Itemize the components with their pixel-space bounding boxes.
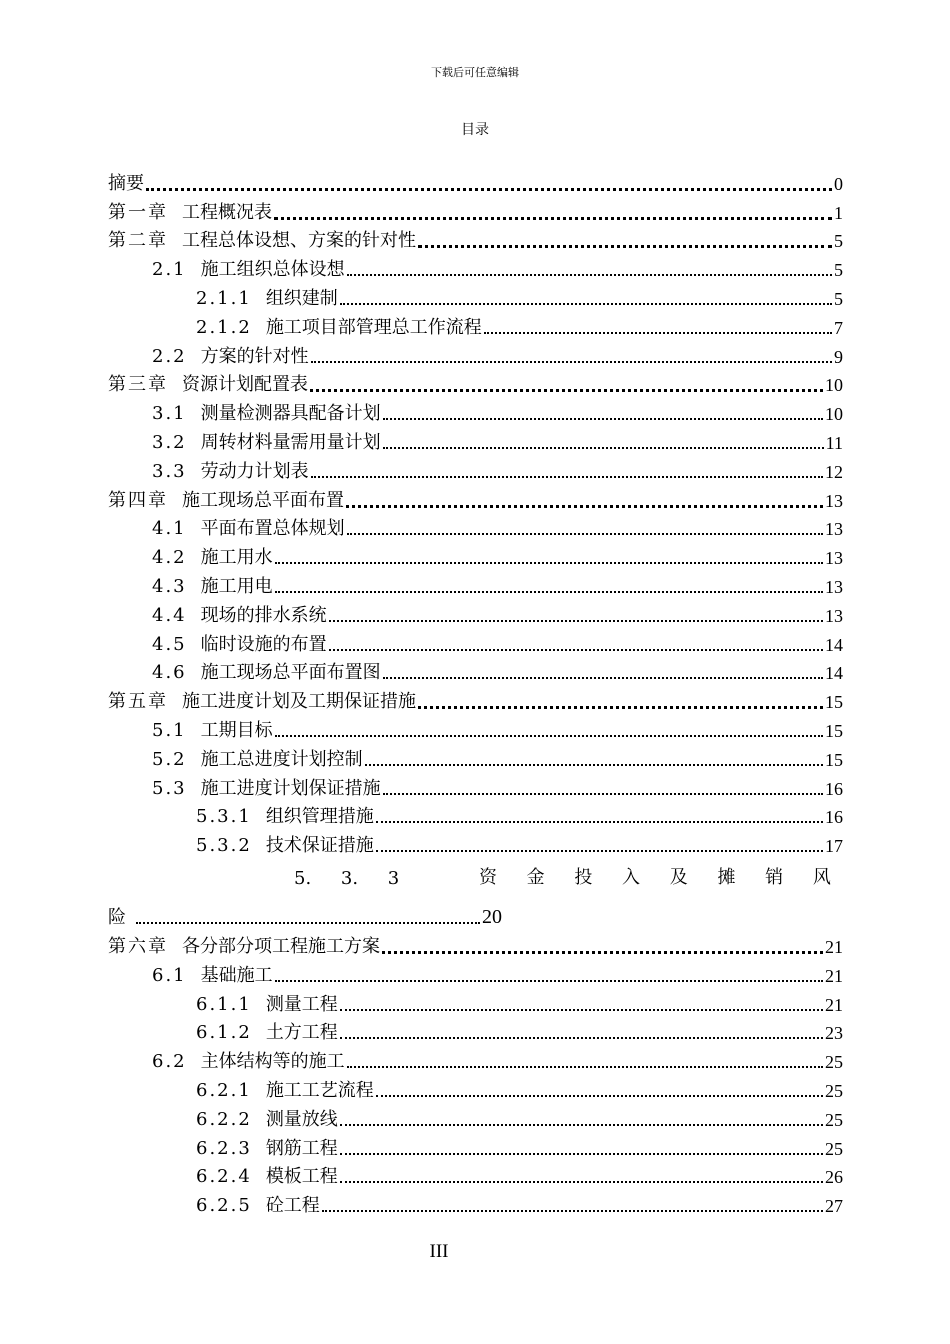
toc-spread-part: 资: [478, 867, 497, 889]
toc-entry-text: 施工总进度计划控制: [200, 748, 363, 770]
toc-entry-text: 工程概况表: [182, 201, 272, 223]
toc-entry-text: 施工现场总平面布置: [182, 489, 344, 511]
toc-leader: [275, 561, 823, 564]
toc-entry-number: 第五章: [108, 691, 168, 713]
toc-entry[interactable]: [108, 396, 843, 425]
toc-entry-number: 6.2.1: [196, 1079, 252, 1101]
toc-entry[interactable]: [108, 310, 843, 339]
toc-entry-label: [196, 1166, 338, 1188]
toc-entry-text: 组织管理措施: [265, 806, 374, 828]
toc-entry-label: [152, 1051, 345, 1073]
toc-leader: [383, 417, 823, 420]
toc-entry[interactable]: [108, 252, 843, 281]
toc-title: 目录: [461, 122, 489, 138]
toc-entry-text: 主体结构等的施工: [200, 1051, 345, 1073]
toc-leader: [347, 1065, 823, 1068]
toc-entry-number: 6.1: [152, 964, 187, 986]
toc-leader: [329, 619, 823, 622]
toc-entry-number: 2.1.1: [196, 287, 252, 309]
toc-entry-label: [108, 691, 416, 713]
toc-entry-label: [152, 605, 327, 627]
toc-entry-number: 6.2.2: [196, 1108, 252, 1130]
toc-leader: [383, 792, 823, 795]
toc-entry-text: 各分部分项工程施工方案: [182, 935, 380, 957]
toc-entry-text: 施工进度计划及工期保证措施: [182, 691, 416, 713]
toc-entry-number: 第六章: [108, 935, 168, 957]
toc-entry-label: [152, 634, 327, 656]
toc-entry-text: 技术保证措施: [265, 835, 374, 857]
toc-page-number: 9: [834, 346, 843, 367]
toc-page-number: 23: [825, 1023, 843, 1044]
toc-entry-text: 现场的排水系统: [200, 604, 327, 626]
toc-leader: [310, 388, 823, 392]
toc-entry[interactable]: [108, 742, 843, 771]
toc-entry[interactable]: [108, 569, 843, 598]
toc-page-number: 15: [825, 720, 843, 741]
toc-spread-part: 5.: [294, 868, 312, 890]
toc-entry[interactable]: [108, 656, 843, 685]
toc-entry-label: [108, 173, 144, 195]
toc-leader: [376, 1094, 823, 1097]
toc-page-number: 21: [825, 936, 843, 957]
toc-leader: [311, 360, 832, 363]
page-number-footer: III: [429, 1241, 449, 1262]
toc-entry-number: 第一章: [108, 201, 168, 223]
toc-page-number: 13: [825, 519, 843, 540]
toc-leader: [275, 734, 823, 737]
toc-page-number: 25: [825, 1080, 843, 1101]
toc-entry-number: 6.1.2: [196, 1022, 252, 1044]
toc-entry[interactable]: [108, 828, 843, 857]
toc-page-number: 26: [825, 1167, 843, 1188]
toc-entry-number: 4.6: [152, 662, 187, 684]
toc-page-number: 5: [834, 260, 843, 281]
toc-spread-part: 销: [765, 867, 784, 889]
toc-leader: [275, 590, 823, 593]
toc-spread-part: 投: [574, 867, 593, 889]
toc-entry-text: 临时设施的布置: [200, 633, 327, 655]
toc-page-number: 25: [825, 1109, 843, 1130]
toc-entry-label: [152, 749, 363, 771]
toc-spread-part: 金: [526, 867, 545, 889]
toc-entry-label: [196, 288, 338, 310]
toc-entry-text: 劳动力计划表: [200, 460, 309, 482]
toc-leader: [383, 446, 824, 449]
toc-entry[interactable]: [108, 627, 843, 656]
toc-page-number: 13: [825, 548, 843, 569]
toc-page-number: 10: [825, 404, 843, 425]
toc-entry[interactable]: [108, 368, 843, 397]
toc-entry-text: 施工项目部管理总工作流程: [265, 316, 482, 338]
toc-spread-part: 3: [387, 868, 400, 890]
toc-entry-label: [196, 1080, 374, 1102]
toc-entry[interactable]: [108, 454, 843, 483]
toc-leader: [365, 763, 823, 766]
toc-entry[interactable]: [108, 987, 843, 1016]
toc-entry-number: 5.1: [152, 719, 187, 741]
toc-entry-number: 第三章: [108, 374, 168, 396]
toc-leader: [274, 216, 832, 220]
toc-entry-label: [108, 490, 344, 512]
toc-entry[interactable]: [108, 1102, 843, 1131]
toc-page-number: 14: [825, 634, 843, 655]
toc-entry-text: 基础施工: [200, 964, 273, 986]
toc-entry-label: [152, 547, 273, 569]
toc-page-number: 5: [834, 288, 843, 309]
toc-entry-label: [152, 346, 309, 368]
toc-entry-number: 2.1: [152, 259, 187, 281]
toc-leader: [136, 922, 480, 924]
toc-leader: [382, 950, 823, 954]
toc-page-number: 16: [825, 778, 843, 799]
toc-entry[interactable]: [108, 800, 843, 829]
toc-entry[interactable]: [108, 1131, 843, 1160]
toc-page-number: 13: [825, 576, 843, 597]
toc-entry-continuation[interactable]: [108, 889, 843, 929]
toc-leader: [340, 1008, 823, 1011]
toc-entry-label: [152, 965, 273, 987]
toc-page-number: 20: [482, 906, 502, 929]
toc-leader: [347, 532, 823, 535]
toc-page-number: 21: [825, 994, 843, 1015]
toc-entry-number: 4.2: [152, 547, 187, 569]
toc-entry-number: 3.2: [152, 431, 187, 453]
toc-entry[interactable]: [108, 195, 843, 224]
toc-entry[interactable]: [108, 684, 843, 713]
toc-entry[interactable]: [108, 1160, 843, 1189]
toc-entry-number: 4.1: [152, 518, 187, 540]
toc-entry-label: [196, 1195, 320, 1217]
toc-section-b: [108, 929, 843, 1217]
toc-entry[interactable]: [108, 958, 843, 987]
toc-entry-text: 资源计划配置表: [182, 374, 308, 396]
toc-leader: [484, 331, 832, 334]
toc-leader: [418, 705, 823, 709]
page-header: 下载后可任意编辑: [431, 66, 519, 79]
toc-spread-part: 3.: [340, 868, 359, 890]
toc-entry-text: 平面布置总体规划: [200, 518, 345, 540]
toc-page-number: 7: [834, 317, 843, 338]
toc-entry-number: 6.2: [152, 1051, 187, 1073]
toc-entry-text: 施工工艺流程: [265, 1079, 374, 1101]
toc-page-number: 13: [825, 605, 843, 626]
toc-entry-label: [152, 461, 309, 483]
toc-entry-text: 施工进度计划保证措施: [200, 777, 381, 799]
toc-entry-number: 4.5: [152, 633, 187, 655]
toc-entry-number: 第四章: [108, 489, 168, 511]
toc-page-number: 11: [825, 432, 843, 453]
toc-entry[interactable]: [108, 512, 843, 541]
toc-entry[interactable]: [108, 1188, 843, 1217]
toc-entry[interactable]: [108, 1016, 843, 1045]
toc-entry-number: 2.2: [152, 345, 187, 367]
toc-entry-number: 2.1.2: [196, 316, 252, 338]
toc-leader: [340, 302, 832, 305]
toc-entry[interactable]: [108, 713, 843, 742]
toc-entry-label: [196, 1022, 338, 1044]
toc-section-a: [108, 166, 843, 857]
toc-page-number: 16: [825, 807, 843, 828]
toc-page-number: 27: [825, 1196, 843, 1217]
toc-leader: [329, 648, 823, 651]
table-of-contents: [108, 166, 843, 1217]
toc-entry-number: 第二章: [108, 230, 168, 252]
toc-entry-number: 4.3: [152, 575, 187, 597]
toc-leader: [322, 1209, 823, 1212]
toc-spread-part: 风: [812, 867, 831, 889]
toc-entry-label: [108, 230, 416, 252]
toc-entry-text: 施工用电: [200, 575, 273, 597]
toc-entry-text: 施工现场总平面布置图: [200, 662, 381, 684]
toc-entry-text: 组织建制: [265, 287, 338, 309]
toc-entry[interactable]: [108, 1044, 843, 1073]
toc-leader: [418, 244, 832, 248]
toc-page-number: 21: [825, 965, 843, 986]
toc-page-number: 15: [825, 749, 843, 770]
toc-entry-label: [152, 778, 381, 800]
toc-entry-label: [152, 432, 381, 454]
toc-page-number: 12: [825, 461, 843, 482]
toc-entry-label: [108, 374, 308, 396]
toc-leader: [376, 849, 823, 852]
toc-spread-part: 摊: [717, 867, 736, 889]
toc-entry-text: 周转材料量需用量计划: [200, 431, 381, 453]
toc-entry-text: 钢筋工程: [265, 1137, 338, 1159]
toc-entry[interactable]: [108, 483, 843, 512]
toc-entry[interactable]: [108, 224, 843, 253]
toc-page-number: 13: [825, 490, 843, 511]
toc-entry-text: 砼工程: [265, 1195, 320, 1217]
toc-page-number: 14: [825, 663, 843, 684]
toc-leader: [340, 1123, 823, 1126]
toc-page-number: 25: [825, 1052, 843, 1073]
toc-entry-label: [196, 1109, 338, 1131]
toc-entry-number: 6.2.3: [196, 1137, 252, 1159]
toc-entry-label: [152, 403, 381, 425]
toc-entry-label: [152, 259, 345, 281]
toc-entry-number: 6.1.1: [196, 993, 252, 1015]
toc-entry-label: [108, 202, 272, 224]
toc-entry-spread[interactable]: [108, 857, 843, 889]
toc-entry-text: 工期目标: [200, 719, 273, 741]
toc-entry[interactable]: [108, 929, 843, 958]
toc-entry-number: 5.3: [152, 777, 187, 799]
toc-entry-number: 3.3: [152, 460, 187, 482]
toc-spread-part: 及: [669, 867, 688, 889]
toc-entry-label: [152, 518, 345, 540]
toc-page-number: 5: [834, 231, 843, 252]
toc-entry-number: 5.2: [152, 748, 187, 770]
toc-entry-text: 测量放线: [265, 1108, 338, 1130]
toc-spread-part: 入: [622, 867, 641, 889]
toc-entry-label: [196, 835, 374, 857]
toc-page-number: 0: [834, 173, 843, 194]
toc-entry-number: 4.4: [152, 604, 187, 626]
toc-entry-number: 6.2.4: [196, 1166, 252, 1188]
toc-page-number: 25: [825, 1138, 843, 1159]
toc-leader: [275, 979, 823, 982]
toc-entry-label: [196, 317, 482, 339]
toc-entry-text: 摘要: [108, 172, 144, 194]
toc-continuation-text: 险: [108, 907, 126, 929]
toc-entry-label: [196, 1138, 338, 1160]
toc-entry-text: 测量检测器具配备计划: [200, 403, 381, 425]
toc-leader: [340, 1180, 823, 1183]
toc-leader: [347, 273, 832, 276]
toc-leader: [376, 820, 823, 823]
toc-entry[interactable]: [108, 771, 843, 800]
toc-entry-text: 方案的针对性: [200, 345, 309, 367]
toc-leader: [383, 676, 823, 679]
toc-entry-number: 6.2.5: [196, 1195, 252, 1217]
toc-page-number: 17: [825, 836, 843, 857]
toc-page-number: 15: [825, 692, 843, 713]
toc-page-number: 1: [834, 202, 843, 223]
toc-entry-number: 5.3.1: [196, 806, 252, 828]
toc-entry[interactable]: [108, 281, 843, 310]
toc-entry[interactable]: [108, 339, 843, 368]
toc-entry-text: 施工组织总体设想: [200, 259, 345, 281]
toc-leader: [346, 504, 823, 508]
toc-entry-label: [108, 936, 380, 958]
toc-entry-text: 测量工程: [265, 993, 338, 1015]
toc-entry-text: 工程总体设想、方案的针对性: [182, 230, 416, 252]
toc-leader: [340, 1152, 823, 1155]
toc-page-number: 10: [825, 375, 843, 396]
toc-entry-label: [152, 576, 273, 598]
toc-entry-text: 施工用水: [200, 547, 273, 569]
toc-entry-label: [196, 806, 374, 828]
toc-entry-label: [196, 994, 338, 1016]
toc-entry-text: 土方工程: [265, 1022, 338, 1044]
toc-entry[interactable]: [108, 540, 843, 569]
toc-entry-label: [152, 662, 381, 684]
toc-entry[interactable]: [108, 166, 843, 195]
toc-leader: [146, 187, 832, 191]
toc-entry-number: 5.3.2: [196, 835, 252, 857]
toc-entry[interactable]: [108, 598, 843, 627]
toc-entry-label: [152, 720, 273, 742]
toc-entry-number: 3.1: [152, 403, 187, 425]
toc-leader: [311, 475, 823, 478]
toc-entry-text: 模板工程: [265, 1166, 338, 1188]
toc-entry[interactable]: [108, 425, 843, 454]
toc-entry[interactable]: [108, 1073, 843, 1102]
toc-leader: [340, 1036, 823, 1039]
